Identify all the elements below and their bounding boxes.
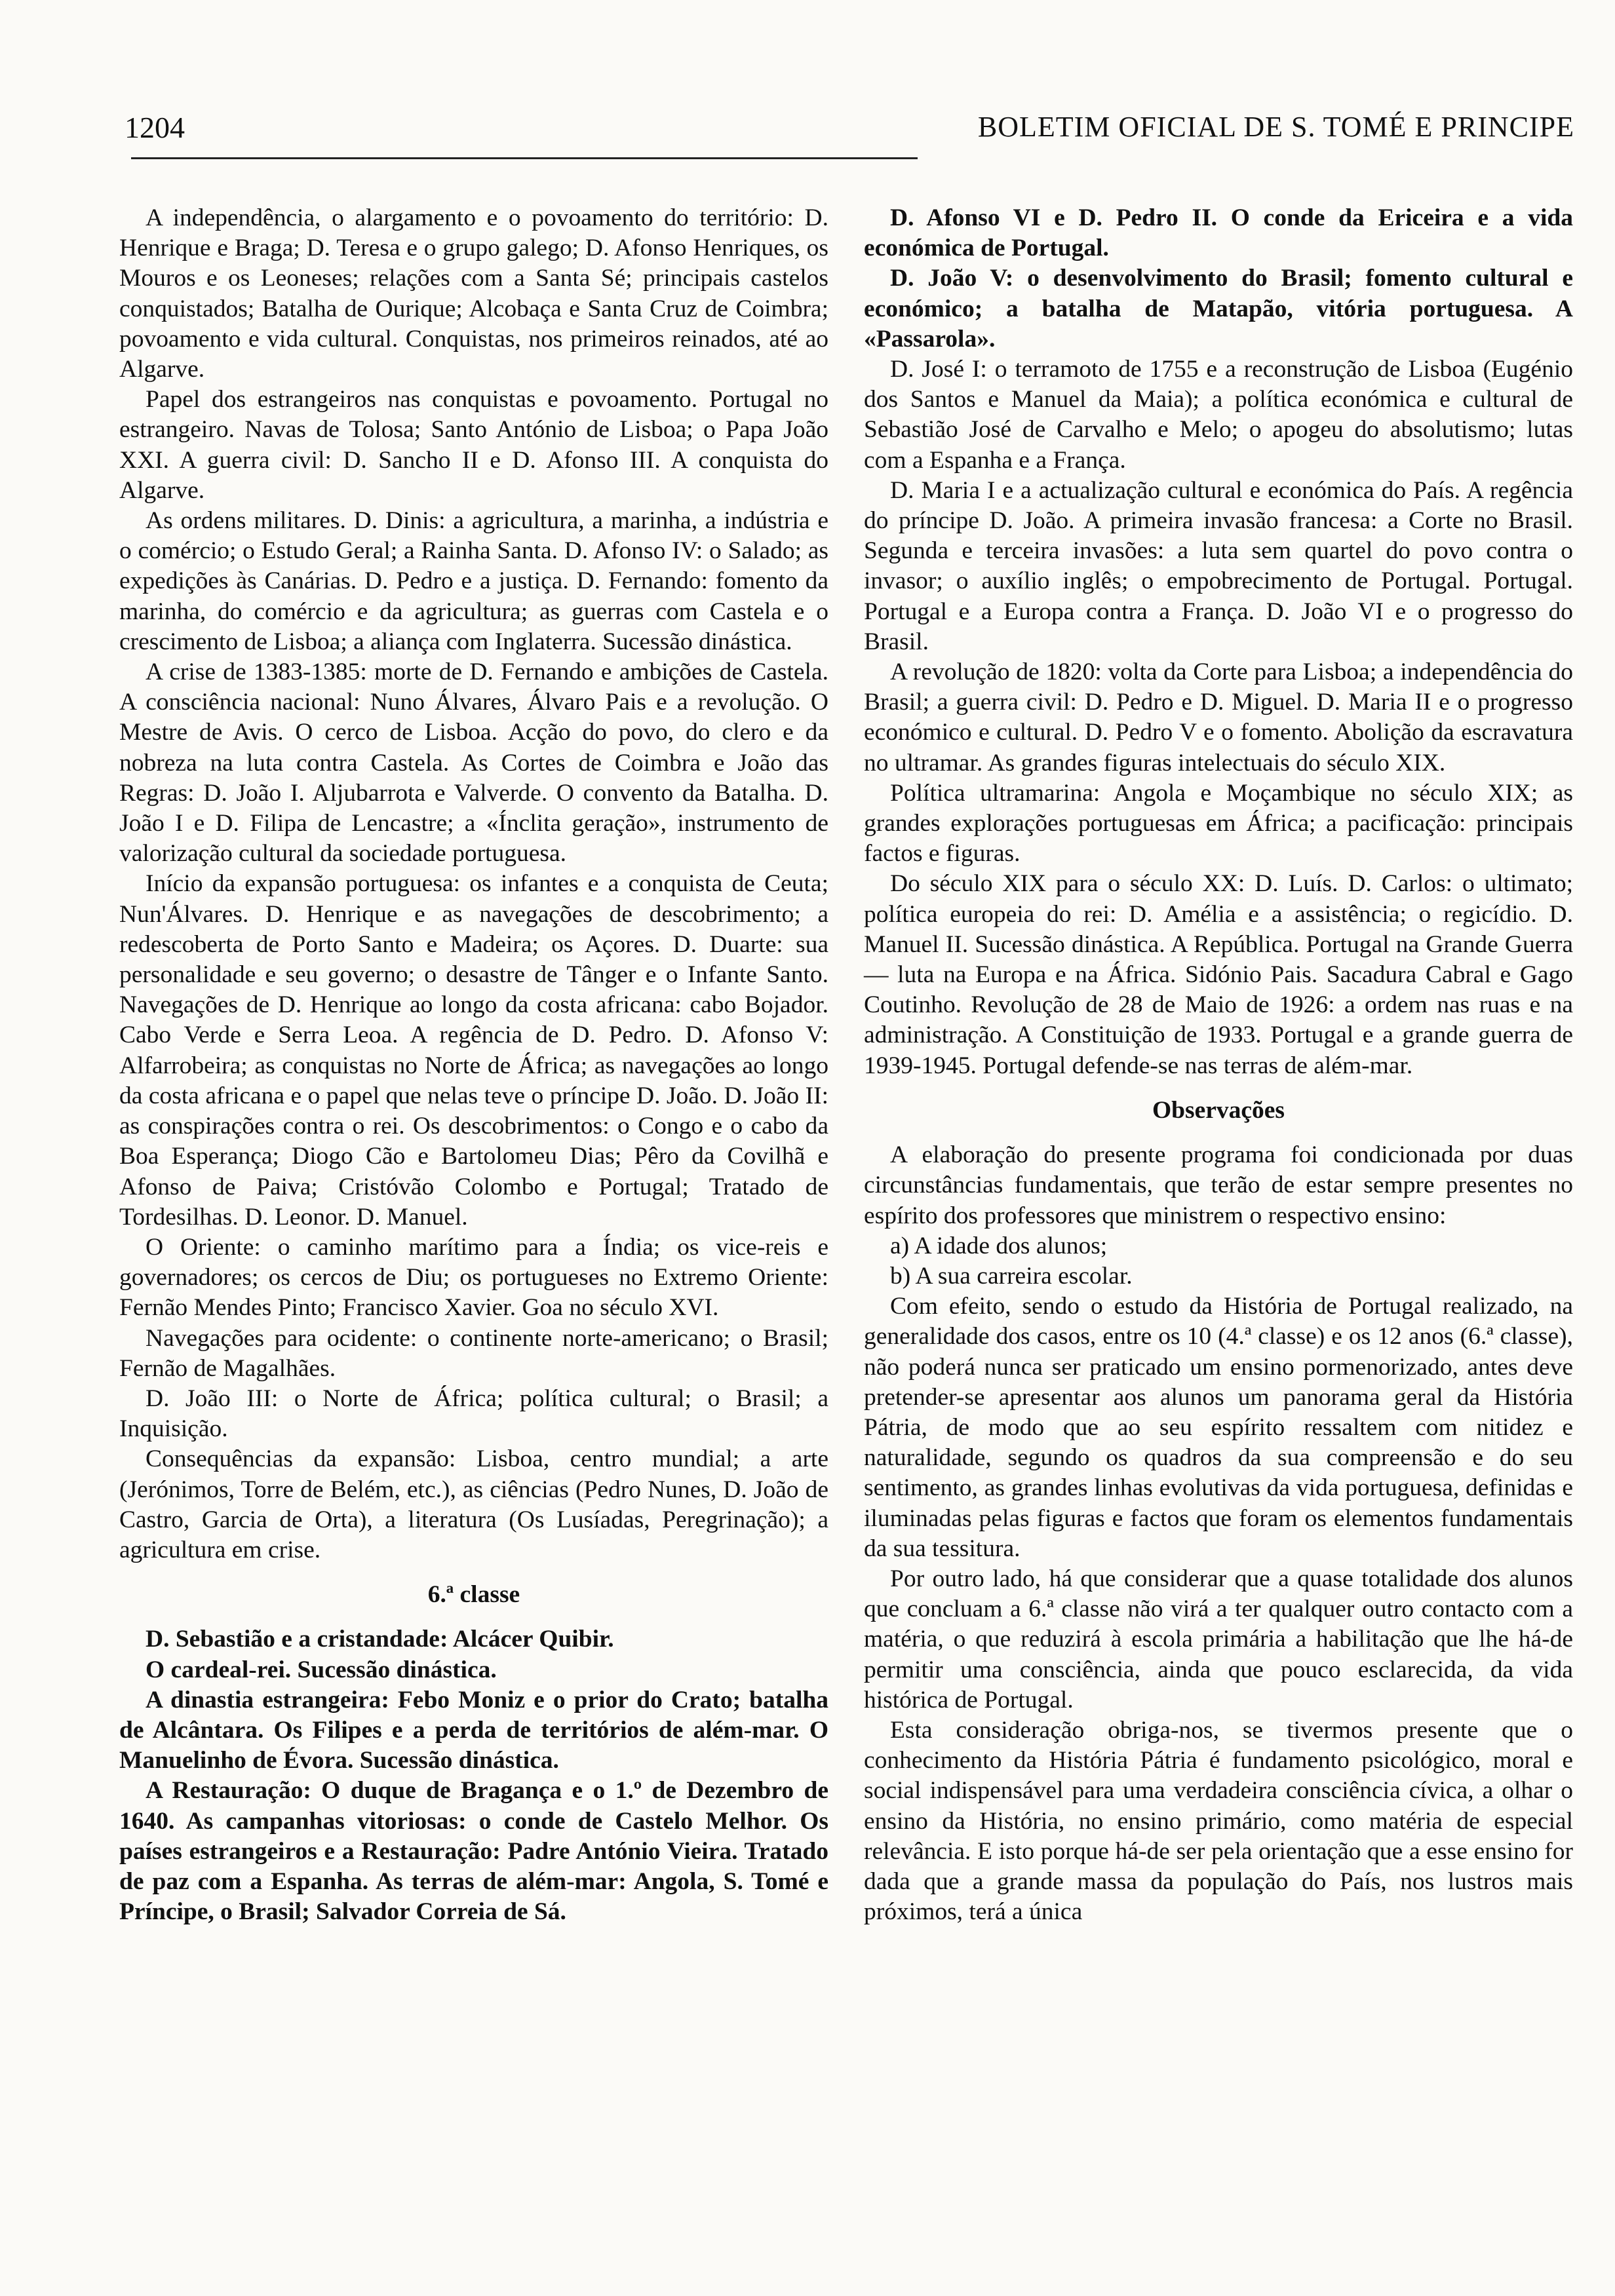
paragraph: Consequências da expansão: Lisboa, centro mundial; a arte (Jerónimos, Torre de Belém, etc.), as ciências (Pedro Nunes, D. João de Castro, Garcia de Orta), a literatura (Os Lusíadas, Peregrinação); a agricultura em crise.	[119, 1445, 828, 1563]
list-item: a) A idade dos alunos;	[890, 1232, 1108, 1259]
paragraph: A crise de 1383-1385: morte de D. Fernando e ambições de Castela. A consciência nacional: Nuno Álvares, Álvaro Pais e a revolução. O Mestre de Avis. O cerco de Lisboa. Acção do povo, do clero e da nobreza na luta contra Castela. As Cortes de Coimbra e João das Regras: D. João I. Aljubarrota e Valverde. O convento da Batalha. D. João I e D. Filipa de Lencastre; a «Ínclita geração», instrumento de valorização cultural da sociedade portuguesa.	[119, 659, 828, 868]
paragraph: Por outro lado, há que considerar que a quase totalidade dos alunos que concluam a 6.ª classe não virá a ter qualquer outro contacto com a matéria, o que reduzirá à escola primária a habilitação que lhe há-de permitir uma consciência, ainda que pouco esclarecida, da vida histórica de Portugal.	[864, 1565, 1573, 1713]
page-number: 1204	[125, 111, 185, 144]
paragraph: Início da expansão portuguesa: os infantes e a conquista de Ceuta; Nun'Álvares. D. Henrique e as navegações de descobrimento; a redescoberta de Porto Santo e Madeira; os Açores. D. Duarte: sua personalidade e seu governo; o desastre de Tânger e o Infante Santo. Navegações de D. Henrique ao longo da costa africana: cabo Bojador. Cabo Verde e Serra Leoa. A regência de D. Pedro. D. Afonso V: Alfarrobeira; as conquistas no Norte de África; as navegações ao longo da costa africana e o papel que nelas teve o príncipe D. João. D. João II: as conspirações contra o rei. Os descobrimentos: o Congo e o cabo da Boa Esperança; Diogo Cão e Bartolomeu Dias; Pêro da Covilhã e Afonso de Paiva; Cristóvão Colombo e Portugal; Tratado de Tordesilhas. D. Leonor. D. Manuel.	[119, 870, 828, 1231]
page-header	[118, 110, 1574, 156]
paragraph: As ordens militares. D. Dinis: a agricultura, a marinha, a indústria e o comércio; o Estudo Geral; a Rainha Santa. D. Afonso IV: o Salado; as expedições às Canárias. D. Pedro e a justiça. D. Fernando: fomento da marinha, do comércio e da agricultura; as guerras com Castela e o crescimento de Lisboa; a aliança com Inglaterra. Sucessão dinástica.	[119, 507, 828, 655]
paragraph: Navegações para ocidente: o continente norte-americano; o Brasil; Fernão de Magalhães.	[119, 1324, 828, 1382]
section-heading-6-classe: 6.ª classe	[427, 1581, 520, 1609]
paragraph: A dinastia estrangeira: Febo Moniz e o prior do Crato; batalha de Alcântara. Os Filipes e a perda de territórios de além-mar. O Manuelinho de Évora. Sucessão dinástica.	[119, 1686, 828, 1774]
paragraph: Papel dos estrangeiros nas conquistas e povoamento. Portugal no estrangeiro. Navas de Tolosa; Santo António de Lisboa; o Papa João XXI. A guerra civil: D. Sancho II e D. Afonso III. A conquista do Algarve.	[119, 386, 828, 504]
paragraph: O cardeal-rei. Sucessão dinástica.	[146, 1656, 497, 1683]
paragraph: D. Maria I e a actualização cultural e económica do País. A regência do príncipe D. João. A primeira invasão francesa: a Corte no Brasil. Segunda e terceira invasões: a luta sem quartel do povo contra o invasor; o auxílio inglês; o empobrecimento de Portugal. Portugal. Portugal e a Europa contra a França. D. João VI e o progresso do Brasil.	[864, 476, 1573, 655]
paragraph: D. José I: o terramoto de 1755 e a reconstrução de Lisboa (Eugénio dos Santos e Manuel da Maia); a política económica e cultural de Sebastião José de Carvalho e Melo; o apogeu do absolutismo; lutas com a Espanha e a França.	[864, 356, 1573, 474]
paragraph: D. João V: o desenvolvimento do Brasil; fomento cultural e económico; a batalha de Matapão, vitória portuguesa. A «Passarola».	[864, 265, 1573, 353]
paragraph: D. Afonso VI e D. Pedro II. O conde da Ericeira e a vida económica de Portugal.	[864, 204, 1573, 262]
paragraph: A elaboração do presente programa foi condicionada por duas circunstâncias fundamentais, que terão de estar sempre presentes no espírito dos professores que ministrem o respectivo ensino:	[864, 1141, 1573, 1229]
section-heading-observacoes: Observações	[1152, 1096, 1285, 1124]
header-rule	[131, 157, 918, 159]
left-column	[119, 203, 828, 1927]
paragraph: A Restauração: O duque de Bragança e o 1.º de Dezembro de 1640. As campanhas vitoriosas: o conde de Castelo Melhor. Os países estrangeiros e a Restauração: Padre António Vieira. Tratado de paz com a Espanha. As terras de além-mar: Angola, S. Tomé e Príncipe, o Brasil; Salvador Correia de Sá.	[119, 1777, 828, 1926]
paragraph: O Oriente: o caminho marítimo para a Índia; os vice-reis e governadores; os cercos de Diu; os portugueses no Extremo Oriente: Fernão Mendes Pinto; Francisco Xavier. Goa no século XVI.	[119, 1233, 828, 1322]
right-column	[864, 203, 1573, 1927]
paragraph: D. Sebastião e a cristandade: Alcácer Quibir.	[146, 1626, 614, 1653]
journal-title: BOLETIM OFICIAL DE S. TOMÉ E PRINCIPE	[977, 111, 1574, 143]
paragraph: Esta consideração obriga-nos, se tivermos presente que o conhecimento da História Pátria é fundamento psicológico, moral e social indispensável para uma verdadeira consciência cívica, a olhar o ensino da História, no ensino primário, como matéria de especial relevância. E isto porque há-de ser pela orientação que a esse ensino for dada que a grande massa da população do País, nos lustros mais próximos, terá a única	[864, 1716, 1573, 1926]
paragraph: D. João III: o Norte de África; política cultural; o Brasil; a Inquisição.	[119, 1385, 828, 1443]
paragraph: A independência, o alargamento e o povoamento do território: D. Henrique e Braga; D. Teresa e o grupo galego; D. Afonso Henriques, os Mouros e os Leoneses; relações com a Santa Sé; principais castelos conquistados; Batalha de Ourique; Alcobaça e Santa Cruz de Coimbra; povoamento e vida cultural. Conquistas, nos primeiros reinados, até ao Algarve.	[119, 204, 828, 383]
paragraph: Com efeito, sendo o estudo da História de Portugal realizado, na generalidade dos casos, entre os 10 (4.ª classe) e os 12 anos (6.ª classe), não poderá nunca ser praticado um ensino pormenorizado, antes deve pretender-se apresentar aos alunos um panorama geral da História Pátria, de modo que ao seu espírito ressaltem com nitidez e naturalidade, segundo os quadros da sua compreensão e do seu sentimento, as grandes linhas evolutivas da vida portuguesa, definidas e iluminadas pelas figuras e factos que foram os elementos fundamentais da sua tessitura.	[864, 1293, 1573, 1562]
list-item: b) A sua carreira escolar.	[890, 1262, 1133, 1290]
paragraph: Política ultramarina: Angola e Moçambique no século XIX; as grandes explorações portuguesas em África; a pacificação: principais factos e figuras.	[864, 779, 1573, 868]
paragraph: Do século XIX para o século XX: D. Luís. D. Carlos: o ultimato; política europeia do rei: D. Amélia e a assistência; o regicídio. D. Manuel II. Sucessão dinástica. A República. Portugal na Grande Guerra — luta na Europa e na África. Sidónio Pais. Sacadura Cabral e Gago Coutinho. Revolução de 28 de Maio de 1926: a ordem nas ruas e na administração. A Constituição de 1933. Portugal e a grande guerra de 1939-1945. Portugal defende-se nas terras de além-mar.	[864, 870, 1573, 1079]
paragraph: A revolução de 1820: volta da Corte para Lisboa; a independência do Brasil; a guerra civil: D. Pedro e D. Miguel. D. Maria II e o progresso económico e cultural. D. Pedro V e o fomento. Abolição da escravatura no ultramar. As grandes figuras intelectuais do século XIX.	[864, 659, 1573, 776]
